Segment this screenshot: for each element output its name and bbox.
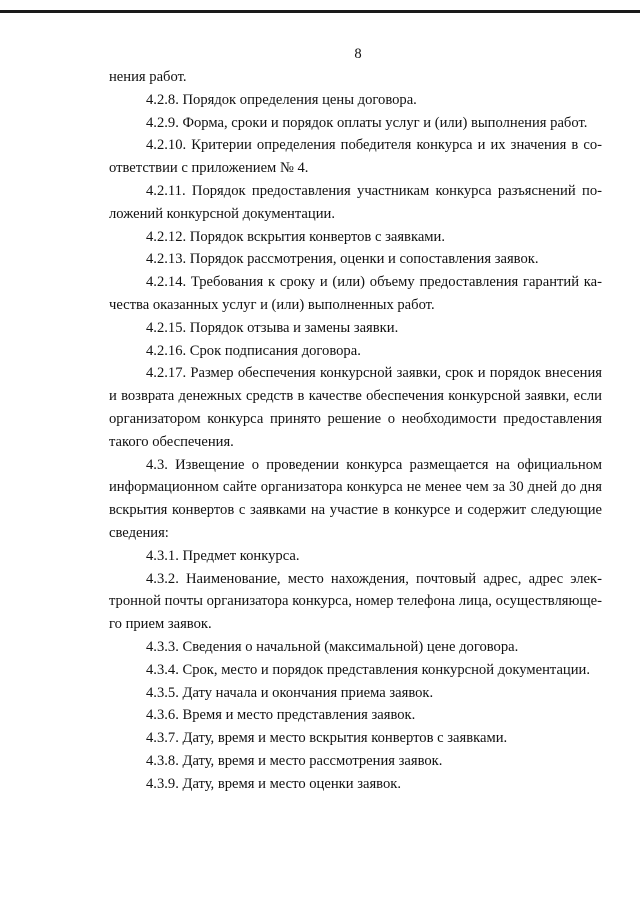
paragraph: 4.2.17. Размер обеспечения конкурсной заявки, срок и порядок внесения и возврата денежных средств в качестве обеспечения конкурсной заявки, если организатором конкурса принято решение о необходимости предоставления такого обеспечения. [109,365,602,450]
paragraph: нения работ. [109,69,187,85]
paragraph: 4.3.6. Время и место представления заявок. [146,707,416,724]
document-body [109,66,602,796]
page-number: 8 [354,46,362,62]
paragraph: 4.2.15. Порядок отзыва и замены заявки. [146,319,399,336]
paragraph: 4.3. Извещение о проведении конкурса размещается на официальном информационном сайте организатора конкурса не менее чем за 30 дней до дня вскрытия конвертов с заявками на участие в конкурсе и содержит следующие сведения: [109,456,602,541]
paragraph: 4.2.10. Критерии определения победителя конкурса и их значения в соответствии с приложением № 4. [109,137,602,177]
paragraph: 4.2.16. Срок подписания договора. [146,342,361,359]
paragraph: 4.2.9. Форма, сроки и порядок оплаты услуг и (или) выполнения работ. [146,114,588,131]
paragraph: 4.2.14. Требования к сроку и (или) объему предоставления гарантий качества оказанных услуг и (или) выполненных работ. [109,274,602,313]
paragraph: 4.2.12. Порядок вскрытия конвертов с заявками. [146,228,445,245]
paragraph: 4.3.8. Дату, время и место рассмотрения заявок. [146,752,443,769]
paragraph: 4.3.7. Дату, время и место вскрытия конвертов с заявками. [146,730,508,747]
top-border-line [0,10,640,13]
paragraph: 4.3.3. Сведения о начальной (максимальной) цене договора. [146,638,519,655]
paragraph: 4.2.11. Порядок предоставления участникам конкурса разъяснений положений конкурсной документации. [109,182,602,222]
paragraph: 4.3.1. Предмет конкурса. [146,547,300,564]
paragraph: 4.2.8. Порядок определения цены договора. [146,91,417,108]
paragraph: 4.3.2. Наименование, место нахождения, почтовый адрес, адрес электронной почты организатора конкурса, номер телефона лица, осуществляющего прием заявок. [109,570,602,633]
paragraph: 4.3.5. Дату начала и окончания приема заявок. [146,684,434,701]
paragraph: 4.3.9. Дату, время и место оценки заявок. [146,775,401,792]
paragraph: 4.2.13. Порядок рассмотрения, оценки и сопоставления заявок. [146,251,539,268]
paragraph: 4.3.4. Срок, место и порядок представления конкурсной документации. [146,661,591,678]
